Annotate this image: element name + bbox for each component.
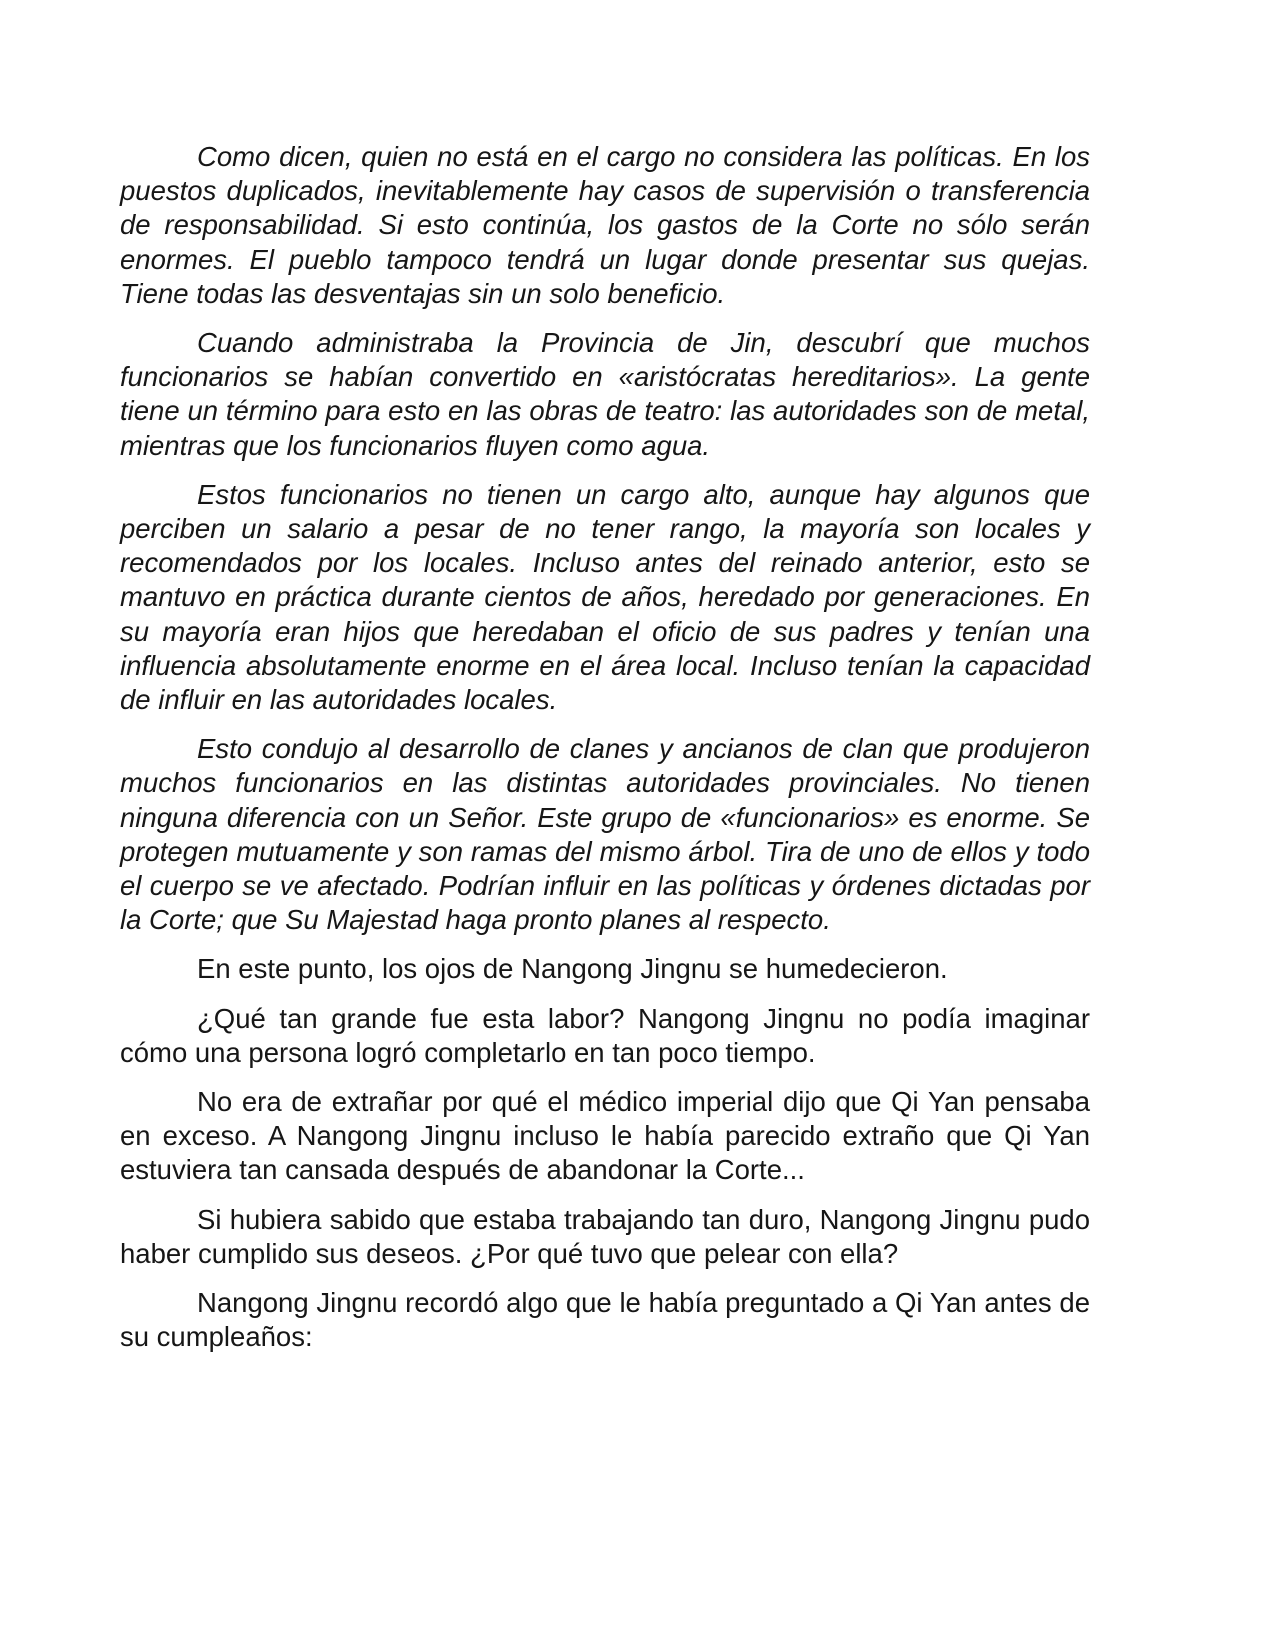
memorial-paragraph-2: Cuando administraba la Provincia de Jin, descubrí que muchos funcionarios se habían convertido en «aristócratas hereditarios». La gente tiene un término para esto en las obras de teatro: las autoridades son de metal, mientras que los funcionarios fluyen como agua. — [120, 327, 1090, 461]
memorial-paragraph-3: Estos funcionarios no tienen un cargo alto, aunque hay algunos que perciben un salario a pesar de no tener rango, la mayoría son locales y recomendados por los locales. Incluso antes del reinado anterior, esto se mantuvo en práctica durante cientos de años, heredado por generaciones. En su mayoría eran hijos que heredaban el oficio de sus padres y tenían una influencia absolutamente enorme en el área local. Incluso tenían la capacidad de influir en las autoridades locales. — [120, 478, 1090, 716]
narrative-paragraph-3: No era de extrañar por qué el médico imperial dijo que Qi Yan pensaba en exceso. A Nangong Jingnu incluso le había parecido extraño que Qi Yan estuviera tan cansada después de abandonar la Corte... — [120, 1086, 1090, 1186]
memorial-paragraph-4: Esto condujo al desarrollo de clanes y ancianos de clan que produjeron muchos funcionarios en las distintas autoridades provinciales. No tienen ninguna diferencia con un Señor. Este grupo de «funcionarios» es enorme. Se protegen mutuamente y son ramas del mismo árbol. Tira de uno de ellos y todo el cuerpo se ve afectado. Podrían influir en las políticas y órdenes dictadas por la Corte; que Su Majestad haga pronto planes al respecto. — [120, 733, 1090, 936]
narrative-paragraph-5: Nangong Jingnu recordó algo que le había preguntado a Qi Yan antes de su cumpleaños: — [120, 1287, 1090, 1353]
narrative-paragraph-2: ¿Qué tan grande fue esta labor? Nangong Jingnu no podía imaginar cómo una persona logró completarlo en tan poco tiempo. — [120, 1002, 1090, 1068]
narrative-paragraph-4: Si hubiera sabido que estaba trabajando tan duro, Nangong Jingnu pudo haber cumplido sus deseos. ¿Por qué tuvo que pelear con ella? — [120, 1203, 1090, 1269]
document-page — [120, 140, 1090, 1370]
memorial-paragraph-1: Como dicen, quien no está en el cargo no considera las políticas. En los puestos duplicados, inevitablemente hay casos de supervisión o transferencia de responsabilidad. Si esto continúa, los gastos de la Corte no sólo serán enormes. El pueblo tampoco tendrá un lugar donde presentar sus quejas. Tiene todas las desventajas sin un solo beneficio. — [120, 141, 1090, 309]
narrative-paragraph-1: En este punto, los ojos de Nangong Jingnu se humedecieron. — [197, 953, 948, 985]
